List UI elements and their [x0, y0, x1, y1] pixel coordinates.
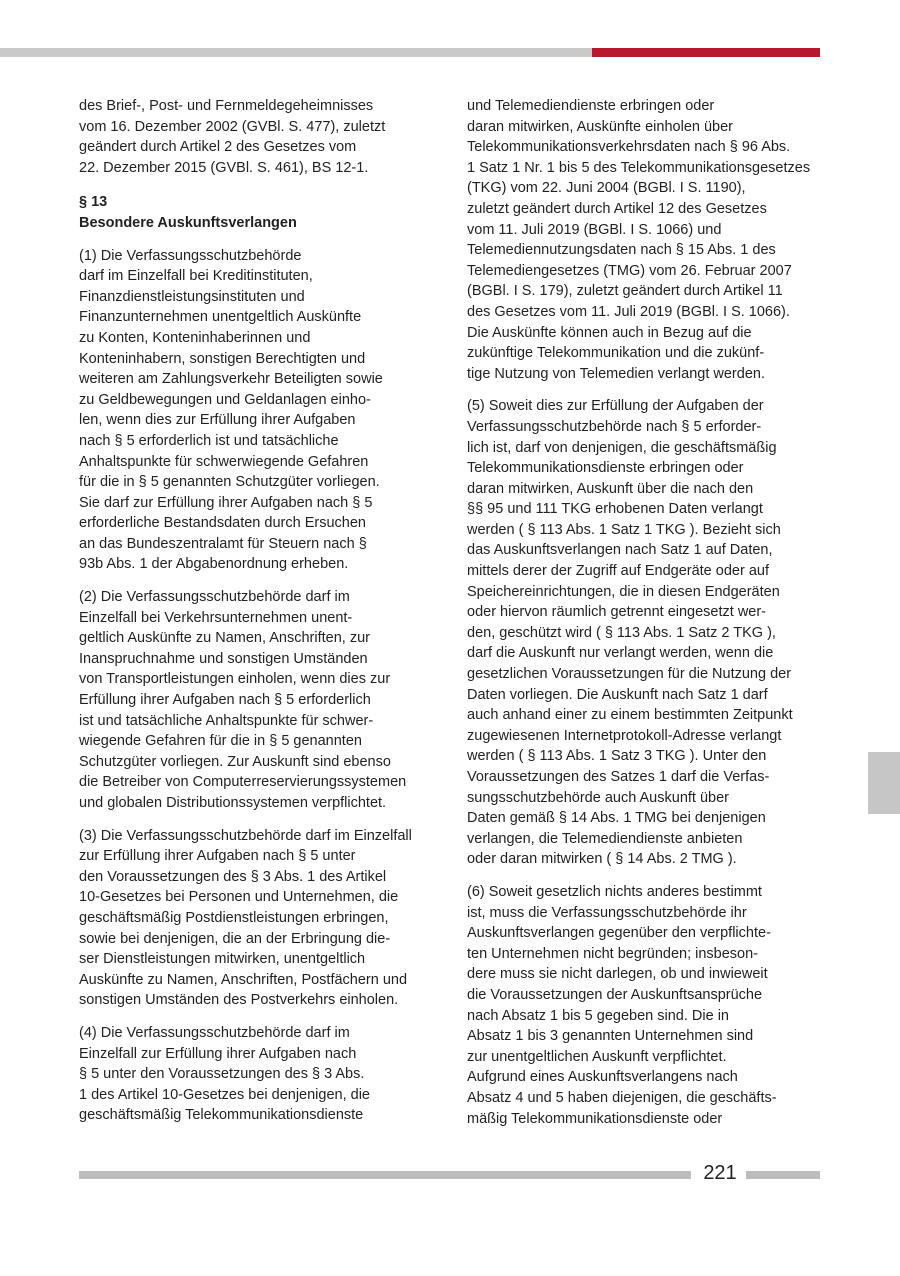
- text-line: 22. Dezember 2015 (GVBl. S. 461), BS 12-1.: [79, 159, 369, 176]
- section-heading: [79, 192, 435, 233]
- text-line: len, wenn dies zur Erfüllung ihrer Aufgaben: [79, 412, 356, 429]
- text-line: Konteninhabern, sonstigen Berechtigten und: [79, 350, 366, 367]
- text-line: auch anhand einer zu einem bestimmten Zeitpunkt: [467, 707, 793, 724]
- text-line: gesetzlichen Voraussetzungen für die Nutzung der: [467, 666, 792, 683]
- text-line: weiteren am Zahlungsverkehr Beteiligten sowie: [79, 371, 383, 388]
- text-line: Auskunftsverlangen gegenüber den verpflichte-: [467, 925, 771, 942]
- text-line: sonstigen Umständen des Postverkehrs einholen.: [79, 992, 399, 1009]
- text-line: Einzelfall zur Erfüllung ihrer Aufgaben nach: [79, 1045, 357, 1062]
- text-line: (2) Die Verfassungsschutzbehörde darf im: [79, 589, 350, 606]
- text-line: zugewiesenen Internetprotokoll-Adresse verlangt: [467, 727, 782, 744]
- paragraph: [79, 246, 435, 576]
- text-line: zu Geldbewegungen und Geldanlagen einho-: [79, 391, 371, 408]
- text-line: nach Absatz 1 bis 5 gegeben sind. Die in: [467, 1007, 729, 1024]
- text-line: Einzelfall bei Verkehrsunternehmen unent-: [79, 609, 353, 626]
- text-line: darf die Auskunft nur verlangt werden, wenn die: [467, 645, 774, 662]
- paragraph: [467, 396, 823, 870]
- text-line: werden ( § 113 Abs. 1 Satz 3 TKG ). Unter den: [467, 748, 767, 765]
- text-line: erforderliche Bestandsdaten durch Ersuchen: [79, 515, 366, 532]
- text-line: nach § 5 erforderlich ist und tatsächliche: [79, 432, 339, 449]
- text-line: für die in § 5 genannten Schutzgüter vorliegen.: [79, 474, 380, 491]
- text-line: den Voraussetzungen des § 3 Abs. 1 des Artikel: [79, 868, 387, 885]
- text-line: (3) Die Verfassungsschutzbehörde darf im Einzelfall: [79, 827, 412, 844]
- paragraph: [79, 826, 435, 1011]
- text-line: (5) Soweit dies zur Erfüllung der Aufgaben der: [467, 398, 764, 415]
- text-line: vom 11. Juli 2019 (BGBl. I S. 1066) und: [467, 221, 722, 238]
- text-line: daran mitwirken, Auskunft über die nach den: [467, 480, 754, 497]
- text-line: Finanzdienstleistungsinstituten und: [79, 288, 305, 305]
- text-line: geschäftsmäßig Postdienstleistungen erbringen,: [79, 909, 389, 926]
- text-line: Finanzunternehmen unentgeltlich Auskünfte: [79, 309, 362, 326]
- text-line: daran mitwirken, Auskünfte einholen über: [467, 118, 733, 135]
- text-line: darf im Einzelfall bei Kreditinstituten,: [79, 268, 313, 285]
- text-line: und Telemediendienste erbringen oder: [467, 98, 715, 114]
- text-line: Sie darf zur Erfüllung ihrer Aufgaben nach § 5: [79, 494, 373, 511]
- text-line: zur unentgeltlichen Auskunft verpflichtet.: [467, 1048, 727, 1065]
- text-line: § 13: [79, 194, 108, 211]
- text-line: geändert durch Artikel 2 des Gesetzes vom: [79, 139, 357, 156]
- text-line: dere muss sie nicht darlegen, ob und inwieweit: [467, 966, 768, 983]
- text-line: Aufgrund eines Auskunftsverlangens nach: [467, 1069, 738, 1086]
- text-line: von Transportleistungen einholen, wenn dies zur: [79, 671, 391, 688]
- text-line: oder hiervon räumlich getrennt eingesetzt wer-: [467, 604, 767, 621]
- text-line: Erfüllung ihrer Aufgaben nach § 5 erforderlich: [79, 692, 371, 709]
- text-line: die Voraussetzungen der Auskunftsansprüche: [467, 986, 763, 1003]
- text-line: lich ist, darf von denjenigen, die geschäftsmäßig: [467, 439, 777, 456]
- text-line: des Gesetzes vom 11. Juli 2019 (BGBl. I S. 1066).: [467, 303, 790, 320]
- text-line: mittels derer der Zugriff auf Endgeräte oder auf: [467, 563, 769, 580]
- text-line: die Betreiber von Computerreservierungssystemen: [79, 774, 407, 791]
- text-line: 1 des Artikel 10-Gesetzes bei denjenigen, die: [79, 1086, 370, 1103]
- text-line: Daten vorliegen. Die Auskunft nach Satz 1 darf: [467, 686, 768, 703]
- text-line: mäßig Telekommunikationsdienste oder: [467, 1110, 723, 1127]
- text-line: 93b Abs. 1 der Abgabenordnung erheben.: [79, 556, 349, 573]
- text-line: das Auskunftsverlangen nach Satz 1 auf Daten,: [467, 542, 773, 559]
- text-line: zur Erfüllung ihrer Aufgaben nach § 5 unter: [79, 848, 356, 865]
- text-line: Schutzgüter vorliegen. Zur Auskunft sind ebenso: [79, 753, 391, 770]
- text-line: Auskünfte zu Namen, Anschriften, Postfächern und: [79, 971, 408, 988]
- footer-rule-left: [79, 1171, 691, 1179]
- text-line: werden ( § 113 Abs. 1 Satz 1 TKG ). Bezieht sich: [467, 521, 781, 538]
- text-line: Telemediennutzungsdaten nach § 15 Abs. 1 des: [467, 242, 776, 259]
- text-line: ist, muss die Verfassungsschutzbehörde ihr: [467, 904, 747, 921]
- text-line: Voraussetzungen des Satzes 1 darf die Verfas-: [467, 769, 770, 785]
- side-tab-marker: [868, 752, 900, 814]
- paragraph: [79, 587, 435, 814]
- text-line: (1) Die Verfassungsschutzbehörde: [79, 247, 302, 264]
- text-line: Besondere Auskunftsverlangen: [79, 214, 297, 231]
- header-rule-accent: [592, 48, 820, 57]
- text-line: ten Unternehmen nicht begründen; insbeson-: [467, 945, 758, 962]
- text-line: des Brief-, Post- und Fernmeldegeheimnisses: [79, 98, 374, 114]
- text-line: ser Dienstleistungen mitwirken, unentgeltlich: [79, 951, 366, 968]
- text-line: zuletzt geändert durch Artikel 12 des Gesetzes: [467, 200, 767, 217]
- text-line: wiegende Gefahren für die in § 5 genannten: [79, 733, 362, 750]
- text-line: (BGBl. I S. 179), zuletzt geändert durch Artikel 11: [467, 283, 783, 300]
- text-line: zu Konten, Konteninhaberinnen und: [79, 329, 311, 346]
- left-column: [79, 96, 435, 1138]
- footer-rule-right: [746, 1171, 820, 1179]
- text-line: oder daran mitwirken ( § 14 Abs. 2 TMG ).: [467, 851, 737, 868]
- text-line: an das Bundeszentralamt für Steuern nach §: [79, 535, 367, 552]
- text-line: § 5 unter den Voraussetzungen des § 3 Abs.: [79, 1066, 365, 1083]
- text-line: Absatz 4 und 5 haben diejenigen, die geschäfts-: [467, 1089, 777, 1106]
- text-line: vom 16. Dezember 2002 (GVBl. S. 477), zuletzt: [79, 118, 386, 135]
- text-line: Daten gemäß § 14 Abs. 1 TMG bei denjenigen: [467, 810, 766, 827]
- text-line: sowie bei denjenigen, die an der Erbringung die-: [79, 930, 391, 947]
- text-line: sungsschutzbehörde auch Auskunft über: [467, 789, 729, 806]
- text-line: Telekommunikationsdienste erbringen oder: [467, 460, 744, 477]
- text-line: Telemediengesetzes (TMG) vom 26. Februar 2007: [467, 262, 792, 279]
- text-line: 1 Satz 1 Nr. 1 bis 5 des Telekommunikationsgesetzes: [467, 159, 811, 176]
- page-number: 221: [703, 1162, 737, 1184]
- text-line: den, geschützt wird ( § 113 Abs. 1 Satz 2 TKG ),: [467, 624, 776, 641]
- text-line: Telekommunikationsverkehrsdaten nach § 96 Abs.: [467, 139, 791, 156]
- text-line: zukünftige Telekommunikation und die zukünf-: [467, 345, 765, 362]
- header-rule-grey: [0, 48, 592, 57]
- paragraph: [467, 882, 823, 1129]
- text-line: verlangen, die Telemediendienste anbieten: [467, 830, 743, 847]
- text-line: ist und tatsächliche Anhaltspunkte für schwer-: [79, 712, 374, 729]
- text-line: §§ 95 und 111 TKG erhobenen Daten verlangt: [467, 501, 763, 518]
- text-line: Anhaltspunkte für schwerwiegende Gefahren: [79, 453, 369, 470]
- text-line: Inanspruchnahme und sonstigen Umständen: [79, 650, 368, 667]
- text-line: geltlich Auskünfte zu Namen, Anschriften, zur: [79, 630, 370, 647]
- paragraph: [467, 96, 823, 384]
- text-line: 10-Gesetzes bei Personen und Unternehmen, die: [79, 889, 399, 906]
- paragraph: [79, 1023, 435, 1126]
- text-line: (6) Soweit gesetzlich nichts anderes bestimmt: [467, 883, 762, 900]
- text-line: (TKG) vom 22. Juni 2004 (BGBl. I S. 1190),: [467, 180, 746, 197]
- text-line: geschäftsmäßig Telekommunikationsdienste: [79, 1107, 364, 1124]
- paragraph: [79, 96, 435, 178]
- text-line: Verfassungsschutzbehörde nach § 5 erforder-: [467, 418, 762, 435]
- text-line: und globalen Distributionssystemen verpflichtet.: [79, 795, 387, 811]
- text-line: (4) Die Verfassungsschutzbehörde darf im: [79, 1024, 350, 1041]
- text-line: Absatz 1 bis 3 genannten Unternehmen sind: [467, 1028, 754, 1045]
- text-line: Die Auskünfte können auch in Bezug auf die: [467, 324, 752, 341]
- text-line: Speichereinrichtungen, die in diesen Endgeräten: [467, 583, 780, 600]
- text-line: tige Nutzung von Telemedien verlangt werden.: [467, 365, 765, 382]
- right-column: [467, 96, 823, 1141]
